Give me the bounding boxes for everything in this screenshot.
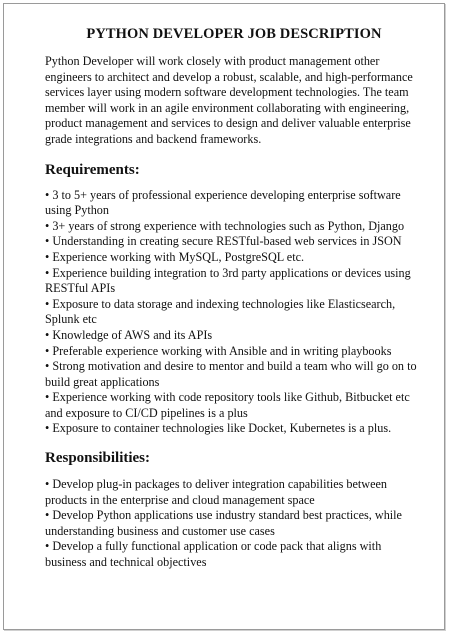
requirement-item bbox=[45, 266, 421, 297]
document-title: PYTHON DEVELOPER JOB DESCRIPTION bbox=[86, 26, 382, 42]
bullet-icon: • bbox=[45, 265, 50, 280]
requirement-item bbox=[45, 344, 421, 360]
requirement-text: Experience building integration to 3rd party applications or devices using RESTful APIs bbox=[45, 265, 411, 296]
requirement-text: 3+ years of strong experience with technologies such as Python, Django bbox=[52, 218, 405, 233]
requirement-text: Experience working with MySQL, PostgreSQL etc. bbox=[52, 249, 305, 264]
responsibilities-list bbox=[45, 477, 421, 571]
requirement-text: 3 to 5+ years of professional experience developing enterprise software using Python bbox=[45, 187, 401, 218]
requirement-item bbox=[45, 188, 421, 219]
responsibility-item bbox=[45, 508, 421, 539]
bullet-icon: • bbox=[45, 539, 50, 554]
document-content bbox=[45, 26, 421, 571]
document-page bbox=[3, 3, 445, 630]
bullet-icon: • bbox=[45, 359, 50, 374]
requirement-item bbox=[45, 297, 421, 328]
bullet-icon: • bbox=[45, 218, 50, 233]
requirement-text: Knowledge of AWS and its APIs bbox=[52, 327, 213, 342]
requirement-item bbox=[45, 421, 421, 437]
responsibility-text: Develop plug-in packages to deliver integration capabilities between products in the enterprise and cloud management space bbox=[45, 477, 388, 507]
requirement-item bbox=[45, 390, 421, 421]
requirement-item bbox=[45, 234, 421, 250]
requirements-heading: Requirements: bbox=[45, 161, 140, 178]
requirement-item bbox=[45, 250, 421, 266]
responsibility-item bbox=[45, 539, 421, 570]
requirement-text: Understanding in creating secure RESTful-based web services in JSON bbox=[52, 234, 402, 249]
bullet-icon: • bbox=[45, 343, 50, 358]
responsibility-item bbox=[45, 477, 421, 508]
bullet-icon: • bbox=[45, 508, 50, 523]
intro-paragraph: Python Developer will work closely with product management other engineers to architect and develop a robust, scalable, and high-performance services layer using modern software development technologies. The team member will work in an agile environment collaborating with engineering, product management and services to design and deliver valuable enterprise grade integrations and backend frameworks. bbox=[45, 54, 413, 146]
bullet-icon: • bbox=[45, 421, 50, 436]
responsibility-text: Develop a fully functional application or code pack that aligns with business and technical objectives bbox=[45, 539, 382, 570]
bullet-icon: • bbox=[45, 234, 50, 249]
requirements-list bbox=[45, 188, 421, 438]
bullet-icon: • bbox=[45, 187, 50, 202]
requirement-item bbox=[45, 219, 421, 235]
bullet-icon: • bbox=[45, 477, 50, 492]
bullet-icon: • bbox=[45, 296, 50, 311]
bullet-icon: • bbox=[45, 390, 50, 405]
requirement-text: Strong motivation and desire to mentor and build a team who will go on to build great applications bbox=[45, 359, 417, 389]
requirement-text: Preferable experience working with Ansible and in writing playbooks bbox=[52, 343, 392, 358]
requirement-text: Exposure to container technologies like Docket, Kubernetes is a plus. bbox=[52, 421, 392, 436]
bullet-icon: • bbox=[45, 327, 50, 342]
requirement-text: Experience working with code repository tools like Github, Bitbucket etc and exposure to CI/CD pipelines is a plus bbox=[45, 390, 410, 420]
responsibility-text: Develop Python applications use industry standard best practices, while understanding business and customer use cases bbox=[45, 508, 402, 538]
requirement-item bbox=[45, 328, 421, 344]
responsibilities-heading: Responsibilities: bbox=[45, 450, 151, 467]
bullet-icon: • bbox=[45, 249, 50, 264]
requirement-text: Exposure to data storage and indexing technologies like Elasticsearch, Splunk etc bbox=[45, 296, 396, 327]
requirement-item bbox=[45, 359, 421, 390]
